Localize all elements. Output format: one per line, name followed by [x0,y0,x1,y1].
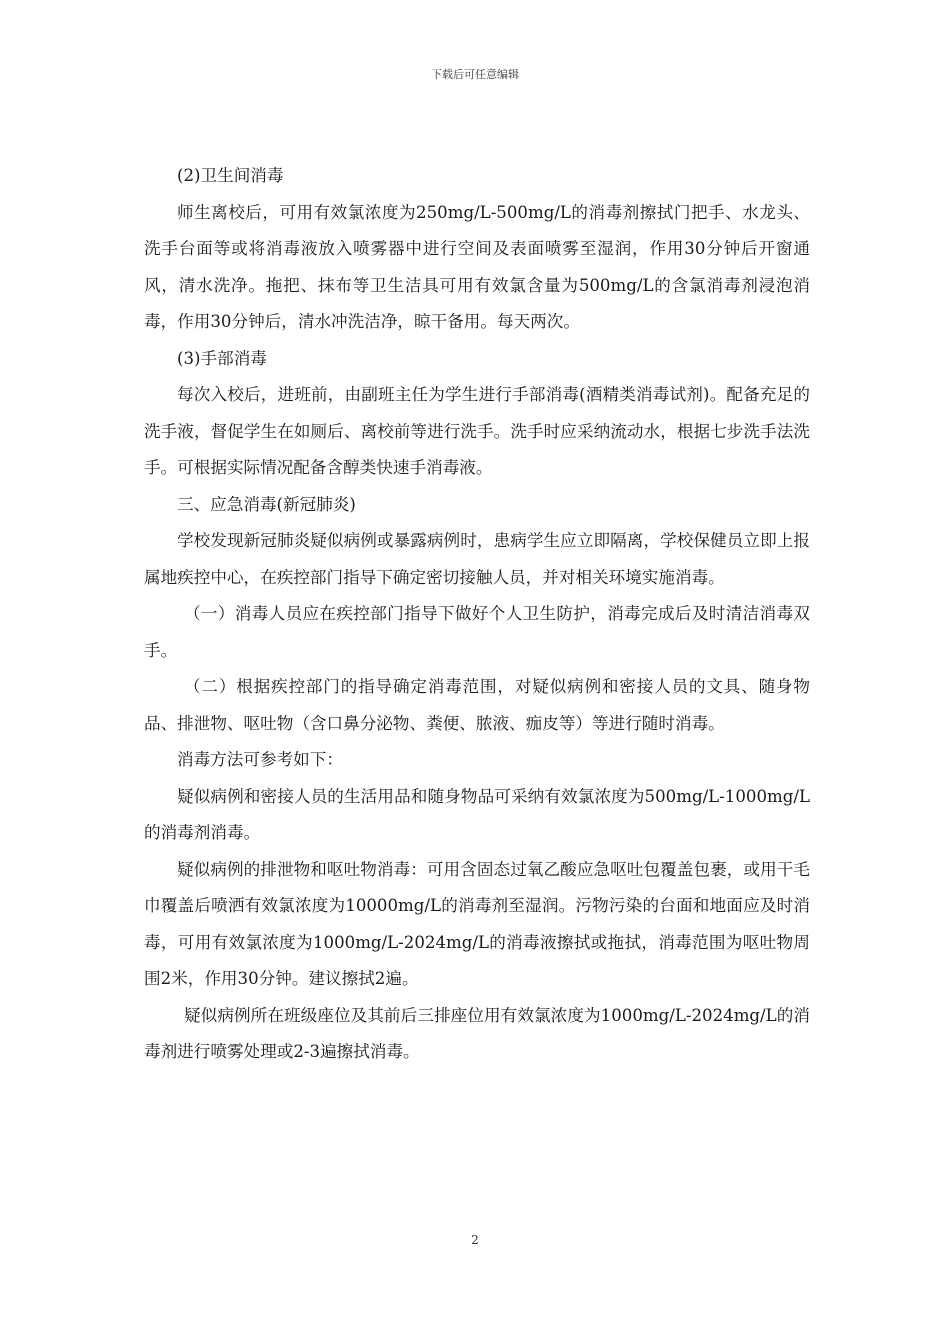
paragraph-emergency-intro: 学校发现新冠肺炎疑似病例或暴露病例时，患病学生应立即隔离，学校保健员立即上报属地疾控中心，在疾控部门指导下确定密切接触人员，并对相关环境实施消毒。 [144,531,810,587]
paragraph-hand-disinfection: 每次入校后，进班前，由副班主任为学生进行手部消毒(酒精类消毒试剂)。配备充足的洗手液，督促学生在如厕后、离校前等进行洗手。洗手时应采纳流动水，根据七步洗手法洗手。可根据实际情况配备含醇类快速手消毒液。 [144,385,810,477]
section-heading-restroom: (2)卫生间消毒 [177,166,284,185]
section-heading-hand: (3)手部消毒 [177,348,267,368]
paragraph-method-intro: 消毒方法可参考如下： [177,750,343,769]
document-body [144,158,810,1071]
paragraph-personal-items: 疑似病例和密接人员的生活用品和随身物品可采纳有效氯浓度为500mg/L-1000mg/L的消毒剂消毒。 [144,786,810,842]
section-heading-emergency: 三、应急消毒(新冠肺炎) [177,494,356,514]
page-number: 2 [471,1233,479,1247]
paragraph-vomit-disinfection: 疑似病例的排泄物和呕吐物消毒：可用含固态过氧乙酸应急呕吐包覆盖包裹，或用干毛巾覆盖后喷洒有效氯浓度为10000mg/L的消毒剂至湿润。污物污染的台面和地面应及时消毒，可用有效氯浓度为1000mg/L-2024mg/L的消毒液擦拭或拖拭，消毒范围为呕吐物周围2米，作用30分钟。建议擦拭2遍。 [144,859,810,988]
paragraph-item-one: （一）消毒人员应在疾控部门指导下做好个人卫生防护，消毒完成后及时清洁消毒双手。 [144,604,810,660]
paragraph-restroom-disinfection: 师生离校后，可用有效氯浓度为250mg/L-500mg/L的消毒剂擦拭门把手、水龙头、洗手台面等或将消毒液放入喷雾器中进行空间及表面喷雾至湿润，作用30分钟后开窗通风，清水洗净。拖把、抹布等卫生洁具可用有效氯含量为500mg/L的含氯消毒剂浸泡消毒，作用30分钟后，清水冲洗洁净，晾干备用。每天两次。 [144,202,810,331]
paragraph-item-two: （二）根据疾控部门的指导确定消毒范围，对疑似病例和密接人员的文具、随身物品、排泄物、呕吐物（含口鼻分泌物、粪便、脓液、痂皮等）等进行随时消毒。 [144,677,810,733]
paragraph-seat-disinfection: 疑似病例所在班级座位及其前后三排座位用有效氯浓度为1000mg/L-2024mg/L的消毒剂进行喷雾处理或2-3遍擦拭消毒。 [144,1005,810,1061]
page-header: 下载后可任意编辑 [431,68,519,81]
